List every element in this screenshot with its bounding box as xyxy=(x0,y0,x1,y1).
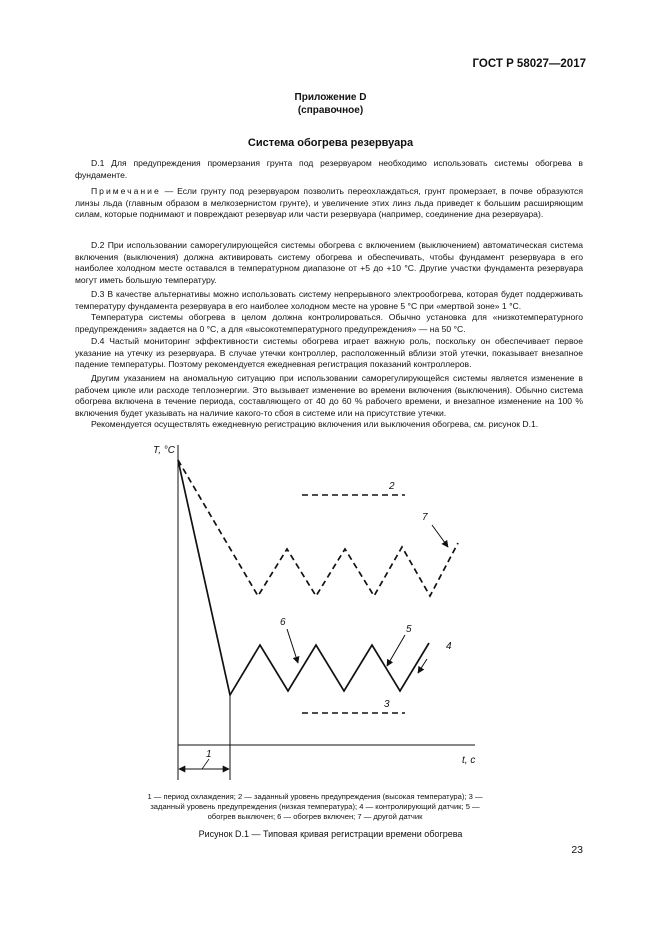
note-text: — Если грунту под резервуаром позволить переохлаждаться, грунт промерзает, в почве образуются линзы льда (главным образом в мелкозернистом грунте), и увеличение этих линз льда приведет к большим расширяющим силам, которые поднимают и повреждают резервуар или части резервуара (например, соединение дна резервуара). xyxy=(75,186,583,220)
figure-legend: 1 — период охлаждения; 2 — заданный уровень предупреждения (высокая температура); 3 — заданный уровень предупреждения (низкая температура); 4 — контролирующий датчик; 5 — обогрев выключен; 6 — обогрев включен; 7 — другой датчик xyxy=(147,792,483,821)
paragraph-d4-continued: Другим указанием на аномальную ситуацию при использовании саморегулирующейся системы является изменение в рабочем цикле или расходе теплоэнергии. Это вызывает изменение во времени включения (выключения). Обычно система обогрева включена в течение периода, составляющего от 40 до 60 % рабочего времени, и внезапное изменение на 100 % включения будет указывать на наличие какого-то сбоя в системе или на присутствие утечки. xyxy=(75,373,583,418)
paragraph-d4: D.4 Частый мониторинг эффективности системы обогрева играет важную роль, поскольку он обеспечивает первое указание на утечку из резервуара. В случае утечки контроллер, расположенный вблизи этой утечки, показывает внезапное падение температуры. Поэтому рекомендуется ежедневная регистрация показаний контроллеров. xyxy=(75,336,583,370)
callout-6-arrow xyxy=(287,629,298,663)
callout-7: 7 xyxy=(422,512,428,523)
heating-curve-figure xyxy=(150,435,490,785)
paragraph-d3: D.3 В качестве альтернативы можно использовать систему непрерывного электрообогрева, которая будет поддерживать температуру фундамента резервуара в его наиболее холодном месте на уровне 5 °С при «мертвой зоне» 1 °С. xyxy=(75,289,583,311)
paragraph-d1: D.1 Для предупреждения промерзания грунта под резервуаром необходимо использовать системы обогрева в фундаменте. xyxy=(75,158,583,180)
note-paragraph xyxy=(75,186,583,221)
standard-header: ГОСТ Р 58027—2017 xyxy=(472,58,586,70)
figure-caption: Рисунок D.1 — Типовая кривая регистрации времени обогрева xyxy=(198,829,463,839)
callout-1: 1 xyxy=(206,749,212,760)
callout-5: 5 xyxy=(406,624,412,635)
note-label: Примечание xyxy=(91,186,161,196)
callout-4: 4 xyxy=(446,641,452,652)
paragraph-d3-continued: Температура системы обогрева в целом должна контролироваться. Обычно установка для «низкотемпературного предупреждения» задается на 0 °С, а для «высокотемпературного предупреждения» — на 50 °С. xyxy=(75,312,583,334)
other-sensor-curve xyxy=(178,460,458,596)
paragraph-d4-recommendation: Рекомендуется осуществлять ежедневную регистрацию включения или выключения обогрева, см. рисунок D.1. xyxy=(91,419,539,429)
callout-5-arrow xyxy=(387,635,405,666)
appendix-subtitle: (справочное) xyxy=(297,105,364,116)
callout-3: 3 xyxy=(384,699,390,710)
x-axis-label: t, c xyxy=(462,755,476,766)
appendix-heading xyxy=(0,91,661,117)
appendix-title: Приложение D xyxy=(294,92,367,103)
paragraph-d2: D.2 При использовании саморегулирующейся системы обогрева с включением (выключением) автоматическая система включения (выключения) должна активировать систему обогрева и обеспечивать, чтобы фундамент резервуара в его наиболее холодном месте оставался в температурном диапазоне от +5 до +10 °С. Другие участки фундамента резервуара могут иметь большую температуру. xyxy=(75,240,583,285)
page-number: 23 xyxy=(571,844,583,856)
callout-4-arrow xyxy=(418,659,427,673)
callout-2: 2 xyxy=(389,481,395,492)
section-title: Система обогрева резервуара xyxy=(247,137,414,149)
callout-6: 6 xyxy=(280,617,286,628)
y-axis-label: T, °C xyxy=(153,445,175,456)
callout-7-arrow xyxy=(432,525,448,547)
callout-1-leader xyxy=(202,759,209,769)
